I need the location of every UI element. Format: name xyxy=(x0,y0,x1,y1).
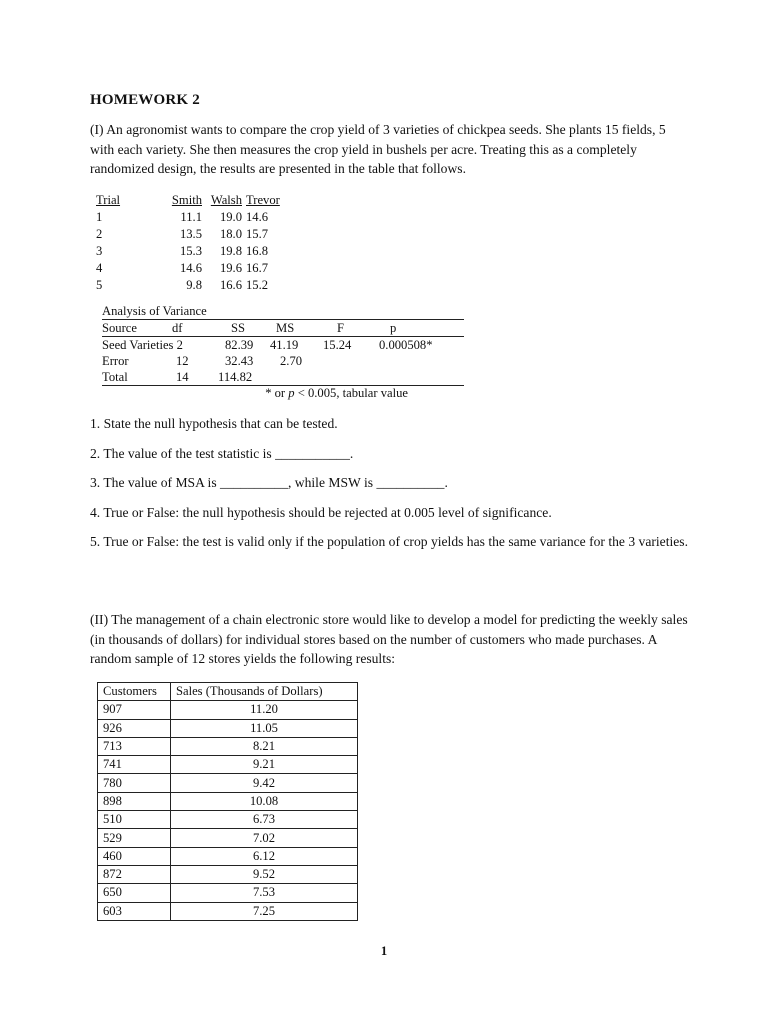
table-row xyxy=(98,811,358,829)
walsh-cell: 19.6 xyxy=(219,261,242,275)
anova-p-cell: 0.000508* xyxy=(379,338,433,352)
table-row xyxy=(98,847,358,865)
customers-cell: 529 xyxy=(98,829,171,847)
question-4: 4. True or False: the null hypothesis should be rejected at 0.005 level of significance. xyxy=(90,505,552,520)
customers-cell: 872 xyxy=(98,865,171,883)
header-sales: Sales (Thousands of Dollars) xyxy=(171,683,358,701)
anova-ms-cell: 2.70 xyxy=(280,354,303,368)
table-row xyxy=(98,902,358,920)
customers-cell: 907 xyxy=(98,701,171,719)
anova-ss-cell: 82.39 xyxy=(225,338,254,352)
trial-cell: 5 xyxy=(96,278,103,292)
question-5: 5. True or False: the test is valid only if the population of crop yields has the same variance for the 3 varieties. xyxy=(90,534,688,549)
sales-cell: 10.08 xyxy=(171,792,358,810)
anova-header-f: F xyxy=(337,321,345,335)
trial-cell: 3 xyxy=(96,244,103,258)
anova-df-cell: 14 xyxy=(176,370,189,384)
customers-cell: 926 xyxy=(98,719,171,737)
trevor-cell: 15.7 xyxy=(246,227,269,241)
anova-df-cell: 12 xyxy=(176,354,189,368)
anova-ms-cell: 41.19 xyxy=(270,338,299,352)
table-row xyxy=(96,260,296,277)
header-trevor: Trevor xyxy=(246,193,280,207)
footnote-suffix: < 0.005, tabular value xyxy=(294,386,408,400)
table-row xyxy=(102,337,464,353)
sales-cell: 11.05 xyxy=(171,719,358,737)
walsh-cell: 16.6 xyxy=(219,278,242,292)
page-number: 1 xyxy=(380,944,388,958)
sales-cell: 8.21 xyxy=(171,737,358,755)
header-smith: Smith xyxy=(171,193,202,207)
header-walsh: Walsh xyxy=(210,193,242,207)
anova-header-p: p xyxy=(390,321,397,335)
trial-cell: 2 xyxy=(96,227,103,241)
table-row xyxy=(96,209,296,226)
smith-cell: 9.8 xyxy=(186,278,202,292)
customers-cell: 510 xyxy=(98,811,171,829)
question-2: 2. The value of the test statistic is ___________. xyxy=(90,446,354,461)
anova-ss-cell: 114.82 xyxy=(218,370,253,384)
anova-source-cell: Total xyxy=(102,370,128,384)
customers-cell: 713 xyxy=(98,737,171,755)
customers-cell: 741 xyxy=(98,756,171,774)
table-row xyxy=(96,277,296,294)
table-row xyxy=(98,865,358,883)
sales-cell: 9.42 xyxy=(171,774,358,792)
trevor-cell: 14.6 xyxy=(246,210,269,224)
question-1: 1. State the null hypothesis that can be tested. xyxy=(90,416,338,431)
sales-table xyxy=(97,682,358,921)
customers-cell: 603 xyxy=(98,902,171,920)
table-row xyxy=(98,719,358,737)
anova-header-source: Source xyxy=(102,321,137,335)
sales-cell: 9.52 xyxy=(171,865,358,883)
walsh-cell: 19.0 xyxy=(219,210,242,224)
table-row xyxy=(98,756,358,774)
smith-cell: 15.3 xyxy=(179,244,202,258)
table-row xyxy=(98,792,358,810)
table-row xyxy=(98,701,358,719)
page-title: HOMEWORK 2 xyxy=(90,92,200,108)
trial-cell: 1 xyxy=(96,210,103,224)
trevor-cell: 16.7 xyxy=(246,261,269,275)
sales-cell: 7.25 xyxy=(171,902,358,920)
sales-cell: 7.02 xyxy=(171,829,358,847)
yield-table xyxy=(96,192,296,294)
anova-table xyxy=(102,303,464,401)
sales-cell: 6.73 xyxy=(171,811,358,829)
smith-cell: 11.1 xyxy=(180,210,202,224)
sales-cell: 9.21 xyxy=(171,756,358,774)
question-3: 3. The value of MSA is __________, while MSW is __________. xyxy=(90,475,448,490)
anova-caption: Analysis of Variance xyxy=(102,304,207,318)
customers-cell: 898 xyxy=(98,792,171,810)
sales-cell: 11.20 xyxy=(171,701,358,719)
header-customers: Customers xyxy=(98,683,171,701)
table-row xyxy=(102,353,464,369)
yield-table-header xyxy=(96,192,296,209)
footnote-variable: p xyxy=(288,386,295,400)
customers-cell: 780 xyxy=(98,774,171,792)
trevor-cell: 16.8 xyxy=(246,244,269,258)
anova-header-ms: MS xyxy=(276,321,295,335)
smith-cell: 14.6 xyxy=(179,261,202,275)
part1-intro: (I) An agronomist wants to compare the crop yield of 3 varieties of chickpea seeds. She plants 15 fields, 5 with each variety. She then measures the crop yield in bushels per acre. Treating this as a completely randomized design, the results are presented in the table that follows. xyxy=(90,122,666,176)
table-row xyxy=(98,774,358,792)
trevor-cell: 15.2 xyxy=(246,278,269,292)
table-row xyxy=(98,829,358,847)
table-row xyxy=(98,884,358,902)
part2-intro: (II) The management of a chain electronic store would like to develop a model for predicting the weekly sales (in thousands of dollars) for individual stores based on the number of customers who made purchases. A random sample of 12 stores yields the following results: xyxy=(90,612,688,666)
anova-header xyxy=(102,320,464,336)
anova-source-cell: Seed Varieties 2 xyxy=(102,338,183,352)
table-row xyxy=(102,369,464,385)
anova-source-cell: Error xyxy=(102,354,129,368)
anova-header-df: df xyxy=(172,321,183,335)
footnote-prefix: * or xyxy=(265,386,289,400)
customers-cell: 650 xyxy=(98,884,171,902)
walsh-cell: 19.8 xyxy=(219,244,242,258)
anova-f-cell: 15.24 xyxy=(323,338,352,352)
table-row xyxy=(96,226,296,243)
customers-cell: 460 xyxy=(98,847,171,865)
trial-cell: 4 xyxy=(96,261,103,275)
sales-cell: 7.53 xyxy=(171,884,358,902)
table-row xyxy=(96,243,296,260)
table-row xyxy=(98,737,358,755)
header-trial: Trial xyxy=(96,193,121,207)
walsh-cell: 18.0 xyxy=(219,227,242,241)
anova-footnote xyxy=(102,386,464,401)
smith-cell: 13.5 xyxy=(179,227,202,241)
anova-header-ss: SS xyxy=(231,321,246,335)
anova-ss-cell: 32.43 xyxy=(225,354,254,368)
sales-table-header xyxy=(98,683,358,701)
sales-cell: 6.12 xyxy=(171,847,358,865)
